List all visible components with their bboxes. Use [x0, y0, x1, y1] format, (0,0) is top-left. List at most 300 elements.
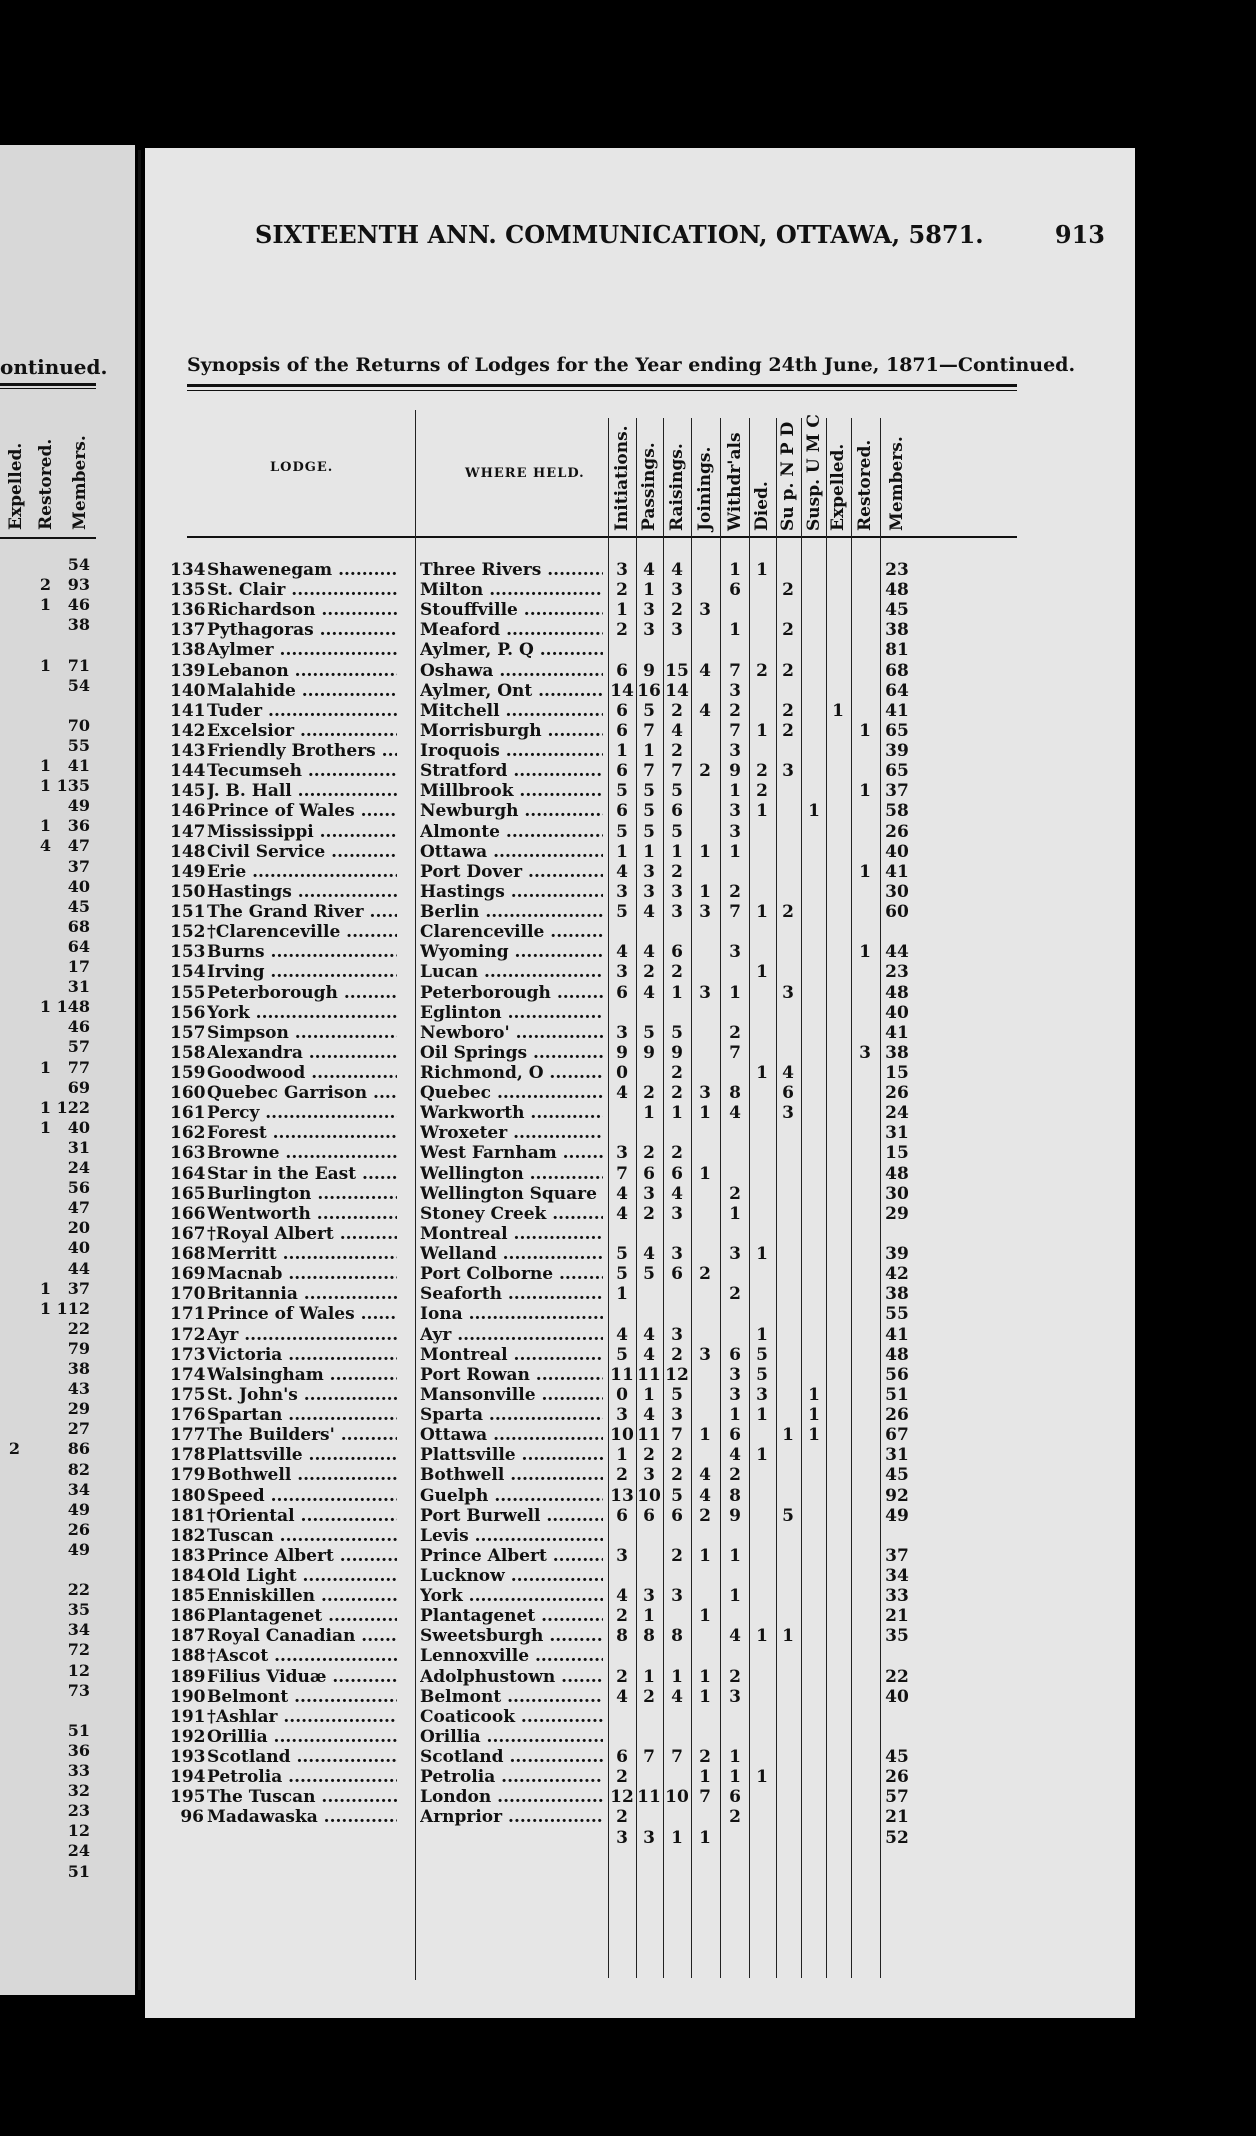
stat-cell: 2	[729, 1022, 741, 1043]
table-row	[145, 1284, 1135, 1304]
stat-cell: 3	[643, 620, 655, 641]
lodge-name: Victoria .....	[207, 1345, 397, 1365]
lodge-name: Enniskillen .....	[207, 1586, 397, 1606]
stat-cell: 37	[885, 781, 909, 802]
stat-cell: 7	[729, 660, 741, 681]
stat-cell: 38	[885, 1042, 909, 1063]
stat-cell: 2	[729, 1183, 741, 1204]
stat-cell: 4	[643, 942, 655, 963]
stat-cell: 2	[616, 1807, 628, 1828]
where-held: West Farnham .....	[420, 1143, 603, 1163]
lodge-number: 146	[170, 801, 206, 822]
table-row	[145, 1164, 1135, 1184]
table-row	[145, 1063, 1135, 1083]
lodge-number: 140	[170, 680, 206, 701]
stat-cell: 4	[616, 1203, 628, 1224]
stat-cell: 2	[729, 881, 741, 902]
left-page-cell: 1	[39, 655, 51, 675]
left-page-cell: 68	[67, 916, 90, 936]
stat-cell: 23	[885, 962, 909, 983]
stat-cell: 2	[671, 1545, 683, 1566]
stat-cell: 3	[729, 1384, 741, 1405]
stat-cell: 5	[616, 902, 628, 923]
stat-cell: 15	[885, 1143, 909, 1164]
stat-cell: 9	[616, 1042, 628, 1063]
stat-cell: 3	[643, 861, 655, 882]
stat-cell: 2	[643, 1083, 655, 1104]
stat-cell: 3	[643, 1827, 655, 1848]
stat-cell: 1	[808, 1405, 820, 1426]
stat-cell: 34	[885, 1566, 909, 1586]
lodge-number: 139	[170, 660, 206, 681]
lodge-number: 194	[170, 1767, 206, 1788]
table-row	[145, 1445, 1135, 1465]
stat-cell: 1	[756, 801, 768, 822]
stat-cell: 3	[756, 1384, 768, 1405]
stat-cell: 2	[616, 1767, 628, 1788]
left-page-row	[0, 857, 96, 877]
stat-cell: 5	[671, 1485, 683, 1506]
stat-cell: 6	[729, 1787, 741, 1808]
lodge-number: 142	[170, 720, 206, 741]
stat-cell: 3	[643, 600, 655, 621]
stat-cell: 6	[671, 1264, 683, 1285]
left-page-cell: 57	[67, 1037, 90, 1057]
table-row	[145, 1365, 1135, 1385]
stat-cell: 4	[616, 1586, 628, 1607]
lodge-number: 143	[170, 741, 206, 762]
left-page-cell: 112	[56, 1298, 90, 1318]
stat-cell: 56	[885, 1364, 909, 1385]
left-page-row	[0, 555, 96, 575]
lodge-name: Royal Canadian .....	[207, 1626, 397, 1646]
stat-cell: 1	[699, 1767, 711, 1788]
left-page-row	[0, 937, 96, 957]
stat-cell: 14	[665, 680, 689, 701]
where-held: Wellington .....	[420, 1164, 603, 1184]
stat-cell: 3	[699, 1083, 711, 1104]
stat-cell: 7	[671, 1425, 683, 1446]
stat-cell: 23	[885, 560, 909, 580]
lodge-number: 178	[170, 1445, 206, 1466]
stat-cell: 8	[616, 1626, 628, 1647]
left-page-cell: 40	[67, 876, 90, 896]
table-row	[145, 701, 1135, 721]
stat-cell: 3	[671, 580, 683, 601]
stat-cell: 2	[671, 1143, 683, 1164]
caption-rule-thin	[187, 390, 1017, 391]
left-page-cell: 32	[67, 1781, 90, 1801]
stat-cell: 4	[699, 660, 711, 681]
lodge-number: 182	[170, 1525, 206, 1546]
stat-cell: 38	[885, 620, 909, 641]
running-header	[255, 220, 1105, 249]
lodge-name: Plattsville .....	[207, 1445, 397, 1465]
stat-cell: 1	[756, 720, 768, 741]
where-held: Orillia .....	[420, 1727, 603, 1747]
stat-cell: 5	[616, 1264, 628, 1285]
stat-cell: 5	[671, 781, 683, 802]
stat-cell: 1	[859, 720, 871, 741]
left-page-row	[0, 656, 96, 676]
left-page-cell: 34	[67, 1479, 90, 1499]
left-page-cell: 37	[67, 856, 90, 876]
stat-cell: 3	[616, 1827, 628, 1848]
where-held: Oshawa .....	[420, 661, 603, 681]
stat-cell: 6	[729, 1425, 741, 1446]
stat-cell: 2	[671, 1083, 683, 1104]
stat-cell: 2	[729, 1666, 741, 1687]
lodge-number: 96	[180, 1807, 204, 1828]
left-page-row	[0, 1540, 96, 1560]
stat-cell: 3	[616, 1545, 628, 1566]
stat-cell: 5	[643, 781, 655, 802]
stat-cell: 26	[885, 821, 909, 842]
left-page-row	[0, 615, 96, 635]
where-held: Clarenceville .....	[420, 922, 603, 942]
stat-column-header: Su p. N P D	[778, 421, 798, 531]
stat-cell: 4	[643, 1344, 655, 1365]
left-page-row	[0, 575, 96, 595]
stat-cell: 1	[729, 982, 741, 1003]
table-row	[145, 661, 1135, 681]
table-row	[145, 1546, 1135, 1566]
stat-cell: 21	[885, 1807, 909, 1828]
stat-cell: 3	[643, 881, 655, 902]
stat-cell: 6	[671, 801, 683, 822]
stat-cell: 2	[699, 1747, 711, 1768]
lodge-number: 172	[170, 1324, 206, 1345]
stat-cell: 6	[643, 1505, 655, 1526]
stat-cell: 3	[671, 1203, 683, 1224]
stat-cell: 37	[885, 1545, 909, 1566]
stat-cell: 3	[729, 741, 741, 762]
left-page-row	[0, 1339, 96, 1359]
stat-cell: 6	[616, 761, 628, 782]
stat-cell: 1	[729, 1545, 741, 1566]
left-col-expelled: Expelled.	[6, 442, 26, 530]
stat-cell: 1	[699, 1686, 711, 1707]
left-page-row	[0, 1640, 96, 1660]
lodge-name: Percy .....	[207, 1103, 397, 1123]
table-row	[145, 600, 1135, 620]
table-row	[145, 761, 1135, 781]
stat-cell: 1	[699, 881, 711, 902]
left-page-row	[0, 676, 96, 696]
where-held: Port Rowan .....	[420, 1365, 603, 1385]
stat-cell: 1	[729, 560, 741, 580]
header-bottom-rule	[187, 536, 1017, 538]
stat-cell: 15	[885, 1063, 909, 1083]
stat-cell: 4	[729, 1626, 741, 1647]
stat-cell: 45	[885, 1747, 909, 1768]
lodge-number: 169	[170, 1264, 206, 1285]
stat-cell: 1	[671, 982, 683, 1003]
left-page-cell: 36	[67, 1740, 90, 1760]
stat-cell: 5	[782, 1505, 794, 1526]
stat-cell: 7	[729, 720, 741, 741]
stat-cell: 1	[808, 1384, 820, 1405]
stat-cell: 4	[643, 560, 655, 580]
left-page-row	[0, 1279, 96, 1299]
stat-column-header: Restored.	[855, 439, 875, 531]
lodge-number: 144	[170, 761, 206, 782]
stat-cell: 1	[671, 1666, 683, 1687]
left-page-cell: 41	[67, 756, 90, 775]
stat-cell: 5	[643, 801, 655, 822]
lodge-name: Tuscan .....	[207, 1526, 397, 1546]
stat-cell: 3	[729, 942, 741, 963]
lodge-name: Merritt .....	[207, 1244, 397, 1264]
stat-cell: 2	[782, 580, 794, 601]
table-row	[145, 1727, 1135, 1747]
lodge-name: Wentworth .....	[207, 1204, 397, 1224]
stat-cell: 3	[699, 1344, 711, 1365]
stat-cell: 3	[729, 1244, 741, 1265]
stat-cell: 1	[643, 841, 655, 862]
stat-cell: 58	[885, 801, 909, 822]
lodge-name: Walsingham .....	[207, 1365, 397, 1385]
left-page-row	[0, 897, 96, 917]
stat-cell: 81	[885, 640, 909, 661]
stat-cell: 1	[699, 1666, 711, 1687]
stat-cell: 2	[699, 1264, 711, 1285]
stat-cell: 6	[643, 1163, 655, 1184]
lodge-name: Excelsior .....	[207, 721, 397, 741]
left-page-cell: 35	[67, 1600, 90, 1620]
stat-cell: 30	[885, 881, 909, 902]
lodge-number: 160	[170, 1083, 206, 1104]
stat-cell: 48	[885, 1163, 909, 1184]
left-page-cell: 43	[67, 1379, 90, 1399]
left-page-cell: 40	[67, 1238, 90, 1258]
table-row	[145, 922, 1135, 942]
table-row	[145, 1506, 1135, 1526]
stat-cell: 9	[643, 1042, 655, 1063]
where-held: Eglinton .....	[420, 1003, 603, 1023]
table-row	[145, 560, 1135, 580]
stat-cell: 3	[729, 821, 741, 842]
lodge-number: 161	[170, 1103, 206, 1124]
where-held: Port Burwell .....	[420, 1506, 603, 1526]
stat-cell: 1	[808, 1425, 820, 1446]
lodge-name: Ayr .....	[207, 1325, 397, 1345]
stat-cell: 1	[699, 1827, 711, 1848]
stat-cell: 4	[643, 1324, 655, 1345]
table-row	[145, 1626, 1135, 1646]
left-page-cell: 47	[67, 836, 90, 856]
table-row	[145, 1385, 1135, 1405]
table-row	[145, 1123, 1135, 1143]
stat-cell: 9	[643, 660, 655, 681]
stat-cell: 6	[782, 1083, 794, 1104]
stat-cell: 1	[832, 700, 844, 721]
lodge-number: 145	[170, 781, 206, 802]
stat-cell: 41	[885, 861, 909, 882]
lodge-number: 170	[170, 1284, 206, 1305]
left-page-cell: 69	[67, 1077, 90, 1097]
table-row	[145, 1486, 1135, 1506]
lodge-number: 147	[170, 821, 206, 842]
stat-cell: 42	[885, 1264, 909, 1285]
table-row	[145, 1606, 1135, 1626]
lodge-number: 154	[170, 962, 206, 983]
left-page-row	[0, 1620, 96, 1640]
lodge-name: Peterborough .....	[207, 983, 397, 1003]
left-page-cell: 54	[67, 675, 90, 695]
lodge-number: 191	[170, 1706, 206, 1727]
lodge-name: Scotland .....	[207, 1747, 397, 1767]
lodge-number: 185	[170, 1586, 206, 1607]
where-held: Belmont .....	[420, 1687, 603, 1707]
lodge-name: Speed .....	[207, 1486, 397, 1506]
stat-cell: 39	[885, 741, 909, 762]
stat-cell: 3	[616, 560, 628, 580]
lodge-name: Goodwood .....	[207, 1063, 397, 1083]
where-held: Aylmer, P. Q .....	[420, 640, 603, 660]
main-page	[145, 148, 1135, 2018]
lodge-number: 175	[170, 1384, 206, 1405]
stat-cell: 57	[885, 1787, 909, 1808]
left-page-row	[0, 796, 96, 816]
stat-cell: 7	[643, 720, 655, 741]
table-row	[145, 1264, 1135, 1284]
stat-cell: 45	[885, 1465, 909, 1486]
stat-cell: 5	[643, 700, 655, 721]
lodge-name: Prince of Wales .....	[207, 801, 397, 821]
stat-cell: 10	[610, 1425, 634, 1446]
table-row	[145, 1003, 1135, 1023]
left-page-row	[0, 1600, 96, 1620]
stat-cell: 7	[671, 1747, 683, 1768]
lodge-number: 135	[170, 580, 206, 601]
stat-cell: 51	[885, 1384, 909, 1405]
stat-cell: 2	[782, 902, 794, 923]
left-page-row	[0, 716, 96, 736]
lodge-number: 164	[170, 1163, 206, 1184]
where-held: Mitchell .....	[420, 701, 603, 721]
lodge-number: 163	[170, 1143, 206, 1164]
stat-cell: 2	[643, 1143, 655, 1164]
left-page-row	[0, 1661, 96, 1681]
lodge-number: 167	[170, 1223, 206, 1244]
lodge-name: Friendly Brothers .....	[207, 741, 397, 761]
left-page-row	[0, 1419, 96, 1439]
stat-cell: 8	[729, 1083, 741, 1104]
left-page-cell: 12	[67, 1821, 90, 1841]
where-held: Sweetsburgh .....	[420, 1626, 603, 1646]
left-page-row	[0, 1218, 96, 1238]
table-row	[145, 1224, 1135, 1244]
stat-cell: 2	[671, 1063, 683, 1083]
stat-column-header: Joinings.	[695, 446, 715, 531]
lodge-name: York .....	[207, 1003, 397, 1023]
stat-cell: 39	[885, 1244, 909, 1265]
lodge-name: Civil Service .....	[207, 842, 397, 862]
left-page-row	[0, 1681, 96, 1701]
left-page-row	[0, 1439, 96, 1459]
left-page-row	[0, 1821, 96, 1841]
left-page-row	[0, 1359, 96, 1379]
stat-cell: 2	[729, 1284, 741, 1305]
lodge-name: Browne .....	[207, 1143, 397, 1163]
stat-cell: 3	[782, 761, 794, 782]
left-page-row	[0, 1058, 96, 1078]
stat-cell: 1	[616, 600, 628, 621]
lodge-number: 157	[170, 1022, 206, 1043]
stat-cell: 1	[699, 1425, 711, 1446]
left-page-row	[0, 756, 96, 776]
stat-cell: 1	[756, 1324, 768, 1345]
stat-cell: 2	[616, 1465, 628, 1486]
stat-cell: 2	[671, 861, 683, 882]
stat-cell: 3	[699, 982, 711, 1003]
table-row	[145, 781, 1135, 801]
stat-cell: 5	[756, 1364, 768, 1385]
stat-cell: 1	[729, 781, 741, 802]
lodge-name: Burns .....	[207, 942, 397, 962]
stat-column-header: Members.	[887, 436, 907, 531]
stat-cell: 12	[610, 1787, 634, 1808]
where-held: Iona .....	[420, 1304, 603, 1324]
stat-cell: 44	[885, 942, 909, 963]
table-row	[145, 1465, 1135, 1485]
left-page-cell: 38	[67, 1359, 90, 1378]
left-page-row	[0, 1158, 96, 1178]
left-page-row	[0, 977, 96, 997]
lodge-name: Belmont .....	[207, 1687, 397, 1707]
table-row	[145, 1767, 1135, 1787]
stat-cell: 30	[885, 1183, 909, 1204]
stat-cell: 68	[885, 660, 909, 681]
lodge-name: The Builders' .....	[207, 1425, 397, 1445]
where-held: Adolphustown .....	[420, 1667, 603, 1687]
left-page-row	[0, 696, 96, 716]
stat-cell: 1	[699, 1606, 711, 1627]
stat-cell: 60	[885, 902, 909, 923]
stat-cell: 8	[643, 1626, 655, 1647]
stat-cell: 4	[643, 982, 655, 1003]
left-page-row	[0, 1017, 96, 1037]
left-page-cell: 31	[67, 1137, 90, 1157]
stat-cell: 3	[729, 1364, 741, 1385]
stat-column-header: Susp. U M C	[804, 414, 824, 531]
left-page-row	[0, 1862, 96, 1882]
where-held: York .....	[420, 1586, 603, 1606]
table-row	[145, 801, 1135, 821]
stat-cell: 3	[643, 1465, 655, 1486]
stat-cell: 4	[729, 1445, 741, 1466]
left-page-cell: 2	[8, 1439, 20, 1459]
lodge-number: 141	[170, 700, 206, 721]
stat-column-header: Raisings.	[667, 443, 687, 531]
stat-cell: 26	[885, 1767, 909, 1788]
lodge-name: Prince Albert .....	[207, 1546, 397, 1566]
left-page-cell: 54	[67, 555, 90, 574]
table-row	[145, 1244, 1135, 1264]
left-page-cell: 82	[67, 1459, 90, 1479]
stat-cell: 3	[671, 620, 683, 641]
lodge-name: St. John's .....	[207, 1385, 397, 1405]
left-page-row	[0, 1520, 96, 1540]
left-page-row	[0, 1198, 96, 1218]
lodge-name: Tecumseh .....	[207, 761, 397, 781]
stat-cell: 4	[643, 902, 655, 923]
stat-cell: 4	[643, 1244, 655, 1265]
left-col-members: Members.	[70, 435, 90, 530]
table-row	[145, 962, 1135, 982]
left-page-row	[0, 957, 96, 977]
